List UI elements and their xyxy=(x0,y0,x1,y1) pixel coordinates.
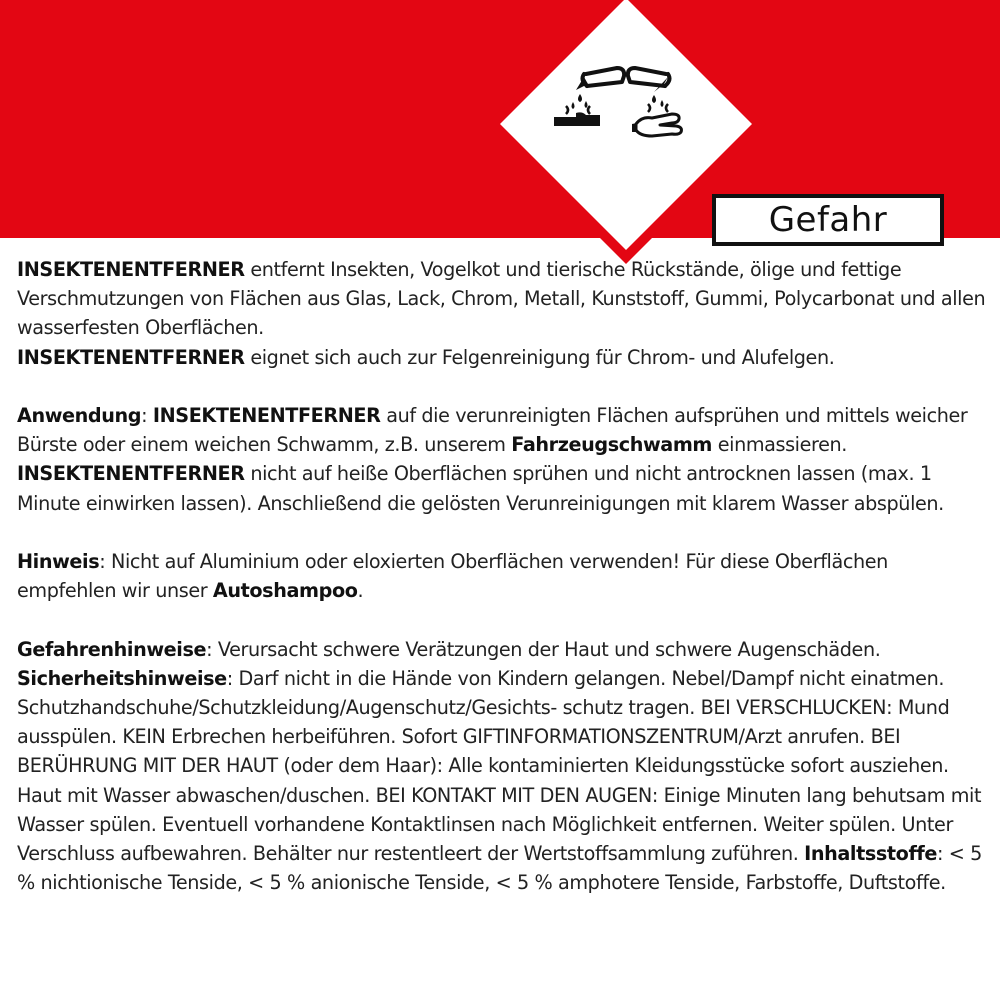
signal-word-box xyxy=(712,194,944,246)
text-fragment: . xyxy=(357,579,364,603)
hazard-heading: Gefahrenhinweise xyxy=(17,637,207,661)
note-heading: Hinweis xyxy=(17,550,100,573)
text-fragment: : Nicht auf Aluminium oder eloxierten Oberflächen verwenden! Für diese Oberflächen empfehlen wir unser xyxy=(17,550,888,603)
description-text: entfernt Insekten, Vogelkot und tierische Rückstände, ölige und fettige Verschmutzungen von Flächen aus Glas, Lack, Chrom, Metall, Kunststoff, Gummi, Polycarbonat und allen wasserfesten Oberflächen. xyxy=(17,258,986,340)
paragraph-description xyxy=(17,255,992,343)
sponge-product-name: Fahrzeugschwamm xyxy=(511,433,713,457)
text-fragment: : xyxy=(141,404,153,427)
text-fragment: : < 5 % nichtionische Tenside, < 5 % anionische Tenside, < 5 % amphotere Tenside, Farbstoffe, Duftstoffe. xyxy=(17,842,982,895)
text-fragment: auf die verunreinigten Flächen aufsprühen und mittels weicher Bürste oder einem weichen Schwamm, z.B. unserem xyxy=(17,404,968,457)
paragraph-hazard xyxy=(17,635,992,898)
shampoo-product-name: Autoshampoo xyxy=(212,579,358,603)
safety-heading: Sicherheitshinweise xyxy=(17,666,227,690)
product-name: INSEKTENENTFERNER xyxy=(17,345,245,369)
text-fragment: nicht auf heiße Oberflächen sprühen und nicht antrocknen lassen (max. 1 Minute einwirken lassen). Anschließend die gelösten Verunreinigungen mit klarem Wasser abspülen. xyxy=(17,462,944,515)
product-name: INSEKTENENTFERNER xyxy=(17,258,245,281)
signal-word: Gefahr xyxy=(768,200,888,240)
label-text-body xyxy=(17,255,992,897)
paragraph-note xyxy=(17,547,992,605)
text-fragment: einmassieren. xyxy=(712,433,847,457)
ingredients-heading: Inhaltsstoffe xyxy=(804,842,937,866)
product-name: INSEKTENENTFERNER xyxy=(152,404,381,427)
paragraph-rim-use xyxy=(17,343,992,372)
application-heading: Anwendung xyxy=(17,404,142,427)
product-name: INSEKTENENTFERNER xyxy=(17,462,245,486)
paragraph-application xyxy=(17,401,992,518)
rim-use-text: eignet sich auch zur Felgenreinigung für Chrom- und Alufelgen. xyxy=(244,345,835,369)
text-fragment: : Verursacht schwere Verätzungen der Haut und schwere Augenschäden. xyxy=(206,637,881,661)
text-fragment: : Darf nicht in die Hände von Kindern gelangen. Nebel/Dampf nicht einatmen. Schutzhandschuhe/Schutzkleidung/Augenschutz/Gesichts- schutz tragen. BEI VERSCHLUCKEN: Mund ausspülen. KEIN Erbrechen herbeiführen. Sofort GIFTINFORMATIONSZENTRUM/Arzt anrufen. BEI BERÜHRUNG MIT DER HAUT (oder dem Haar): Alle kontaminierten Kleidungsstücke sofort ausziehen. Haut mit Wasser abwaschen/duschen. BEI KONTAKT MIT DEN AUGEN: Einige Minuten lang behutsam mit Wasser spülen. Eventuell vorhandene Kontaktlinsen nach Möglichkeit entfernen. Weiter spülen. Unter Verschluss aufbewahren. Behälter nur restentleert der Wertstoffsammlung zuführen. xyxy=(17,666,982,866)
